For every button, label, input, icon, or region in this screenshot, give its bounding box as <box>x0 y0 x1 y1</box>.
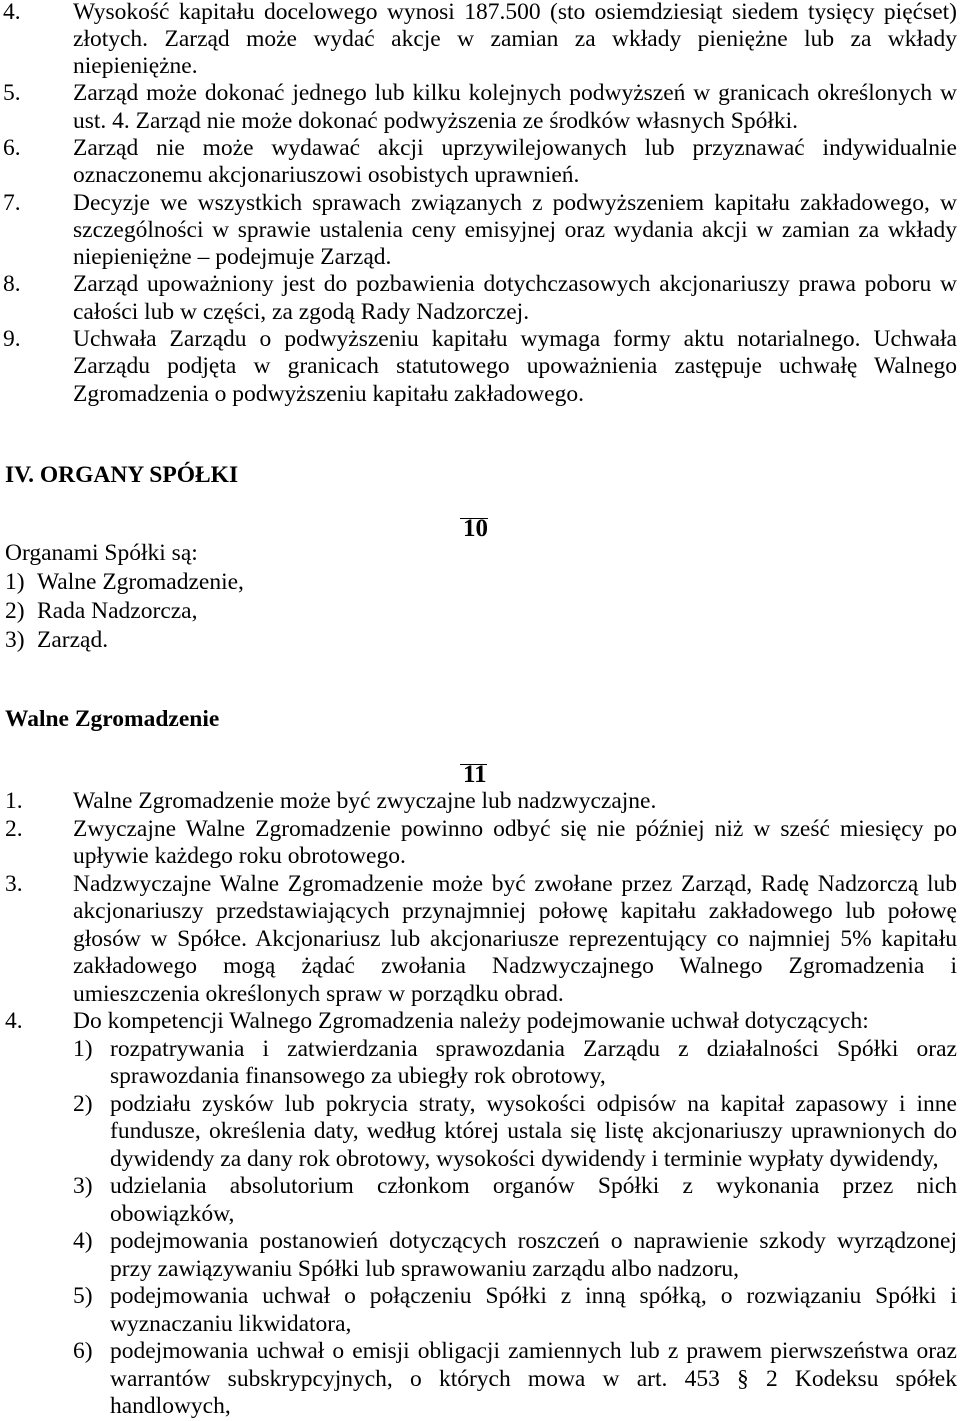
section-heading: IV. ORGANY SPÓŁKI <box>5 462 239 488</box>
competence-item <box>73 1228 957 1283</box>
clause-item <box>0 80 960 135</box>
text-line: rozpatrywania i zatwierdzania sprawozdania Zarządu z działalności Spółki oraz <box>110 1035 957 1062</box>
clause-item <box>0 871 960 1009</box>
organs-list <box>5 539 605 655</box>
clause-number: 4. <box>3 0 21 25</box>
paragraph-marker <box>460 761 487 788</box>
clause-item <box>0 326 960 408</box>
competence-number: 1) <box>73 1035 93 1062</box>
clause-text <box>73 788 957 816</box>
text-line: Zwyczajne Walne Zgromadzenie powinno odbyć się nie później niż w sześć miesięcy po <box>73 815 957 842</box>
clause-text <box>73 326 957 408</box>
paragraph-number: 10 <box>460 518 488 538</box>
text-line: warrantów subskrypcyjnych, o których mowa w art. 453 § 2 Kodeksu spółek <box>110 1365 957 1392</box>
organ-item <box>5 568 605 597</box>
text-line: dywidendy za dany rok obrotowy, wysokości dywidendy i terminie wypłaty dywidendy, <box>110 1145 939 1172</box>
text-line: Nadzwyczajne Walne Zgromadzenie może być zwołane przez Zarząd, Radę Nadzorczą lub <box>73 870 957 897</box>
text-line: niepieniężne – podejmuje Zarząd. <box>73 244 392 271</box>
text-line: Decyzje we wszystkich sprawach związanych z podwyższeniem kapitału zakładowego, w <box>73 189 957 216</box>
competence-number: 2) <box>73 1090 93 1117</box>
clause-number: 2. <box>5 815 23 842</box>
text-line: Walne Zgromadzenie może być zwyczajne lub nadzwyczajne. <box>73 788 657 815</box>
clause-number: 1. <box>5 788 23 815</box>
section-iii-clauses <box>0 0 960 408</box>
text-line: ust. 4. Zarząd nie może dokonać podwyższenia ze środków własnych Spółki. <box>73 107 799 134</box>
competence-number: 6) <box>73 1338 93 1365</box>
text-line: upływie każdego roku obrotowego. <box>73 843 406 870</box>
competence-number: 4) <box>73 1228 93 1255</box>
competence-number: 3) <box>73 1173 93 1200</box>
organ-name: Walne Zgromadzenie, <box>37 568 244 595</box>
clause-text <box>73 80 957 135</box>
text-line: Zgromadzenia o podwyższeniu kapitału zakładowego. <box>73 380 584 407</box>
text-line: wyznaczaniu likwidatora, <box>110 1310 352 1337</box>
clause-number: 5. <box>3 80 21 107</box>
clause-number: 9. <box>3 326 21 353</box>
text-line: oznaczonemu akcjonariuszowi osobistych uprawnień. <box>73 162 580 189</box>
competence-text <box>110 1283 957 1338</box>
text-line: podziału zysków lub pokrycia straty, wysokości odpisów na kapitał zapasowy i inne <box>110 1090 957 1117</box>
text-line: obowiązków, <box>110 1200 235 1227</box>
text-line: Zarząd upoważniony jest do pozbawienia dotychczasowych akcjonariuszy prawa poboru w <box>73 271 957 298</box>
text-line: sprawozdania finansowego za ubiegły rok obrotowy, <box>110 1063 606 1090</box>
competence-text <box>110 1338 957 1421</box>
text-line: udzielania absolutorium członkom organów Spółki z wykonania przez nich <box>110 1173 957 1200</box>
text-line: fundusze, określenia daty, według której ustala się listę akcjonariuszy uprawnionych do <box>110 1118 957 1145</box>
organ-item <box>5 597 605 626</box>
organ-name: Rada Nadzorcza, <box>37 597 198 624</box>
clause-text <box>73 190 957 272</box>
clause-number: 8. <box>3 271 21 298</box>
text-line: Uchwała Zarządu o podwyższeniu kapitału wymaga formy aktu notarialnego. Uchwała <box>73 326 957 353</box>
clause-text <box>73 871 957 1009</box>
clause-text <box>73 0 957 80</box>
organ-number: 2) <box>5 597 25 624</box>
competence-text <box>110 1091 957 1174</box>
clause-number: 6. <box>3 134 21 161</box>
competence-item <box>73 1173 957 1228</box>
text-line: umieszczenia określonych spraw w porządku obrad. <box>73 980 564 1007</box>
clause-item <box>0 816 960 871</box>
organ-number: 1) <box>5 568 25 595</box>
paragraph-marker <box>460 515 488 542</box>
clause-text <box>73 135 957 190</box>
clause-item <box>0 190 960 272</box>
general-meeting-clauses <box>0 788 960 1421</box>
text-line: Wysokość kapitału docelowego wynosi 187.500 (sto osiemdziesiąt siedem tysięcy pięćset) <box>73 0 957 25</box>
clause-item <box>0 135 960 190</box>
text-line: podejmowania uchwał o emisji obligacji zamiennych lub z prawem pierwszeństwa oraz <box>110 1338 957 1365</box>
text-line: szczególności w sprawie ustalenia ceny emisyjnej oraz wydania akcji w zamian za wkłady <box>73 216 957 243</box>
competence-item <box>73 1283 957 1338</box>
text-line: Zarządu podjęta w granicach statutowego upoważnienia zastępuje uchwałę Walnego <box>73 353 957 380</box>
text-line: przy zawiązywaniu Spółki lub sprawowaniu zarządu albo nadzoru, <box>110 1255 740 1282</box>
organ-name: Zarząd. <box>37 626 109 653</box>
text-line: Do kompetencji Walnego Zgromadzenia należy podejmowanie uchwał dotyczących: <box>73 1008 869 1035</box>
competence-item <box>73 1036 957 1091</box>
text-line: całości lub w części, za zgodą Rady Nadzorczej. <box>73 298 530 325</box>
text-line: podejmowania uchwał o połączeniu Spółki z inną spółką, o rozwiązaniu Spółki i <box>110 1283 957 1310</box>
clause-number: 4. <box>5 1008 23 1035</box>
text-line: akcjonariuszy przedstawiających przynajmniej połowę kapitału zakładowego lub połowę <box>73 898 957 925</box>
clause-item <box>0 788 960 816</box>
subsection-heading: Walne Zgromadzenie <box>5 706 220 733</box>
text-line: handlowych, <box>110 1393 231 1420</box>
clause-item <box>0 1008 960 1421</box>
clause-text <box>73 816 957 871</box>
competence-item <box>73 1091 957 1174</box>
competence-number: 5) <box>73 1283 93 1310</box>
clause-text <box>73 1008 957 1421</box>
clause-text <box>73 271 957 326</box>
organs-intro: Organami Spółki są: <box>5 539 198 566</box>
text-line: głosów w Spółce. Akcjonariusz lub akcjonariusze reprezentujący co najmniej 5% kapitału <box>73 925 957 952</box>
clause-number: 7. <box>3 189 21 216</box>
text-line: złotych. Zarząd może wydać akcje w zamian za wkłady pieniężne lub za wkłady <box>73 25 957 52</box>
competence-text <box>110 1173 957 1228</box>
text-line: zakładowego mogą żądać zwołania Nadzwyczajnego Walnego Zgromadzenia i <box>73 953 957 980</box>
clause-item <box>0 0 960 80</box>
clause-item <box>0 271 960 326</box>
text-line: Zarząd nie może wydawać akcji uprzywilejowanych lub przyznawać indywidualnie <box>73 134 957 161</box>
text-line: Zarząd może dokonać jednego lub kilku kolejnych podwyższeń w granicach określonych w <box>73 80 957 107</box>
text-line: niepieniężne. <box>73 53 198 80</box>
text-line: podejmowania postanowień dotyczących roszczeń o naprawienie szkody wyrządzonej <box>110 1228 957 1255</box>
competence-text <box>110 1036 957 1091</box>
clause-number: 3. <box>5 870 23 897</box>
competence-text <box>110 1228 957 1283</box>
competence-item <box>73 1338 957 1421</box>
organ-item <box>5 626 605 655</box>
paragraph-number: 11 <box>460 764 487 784</box>
organ-number: 3) <box>5 626 25 653</box>
